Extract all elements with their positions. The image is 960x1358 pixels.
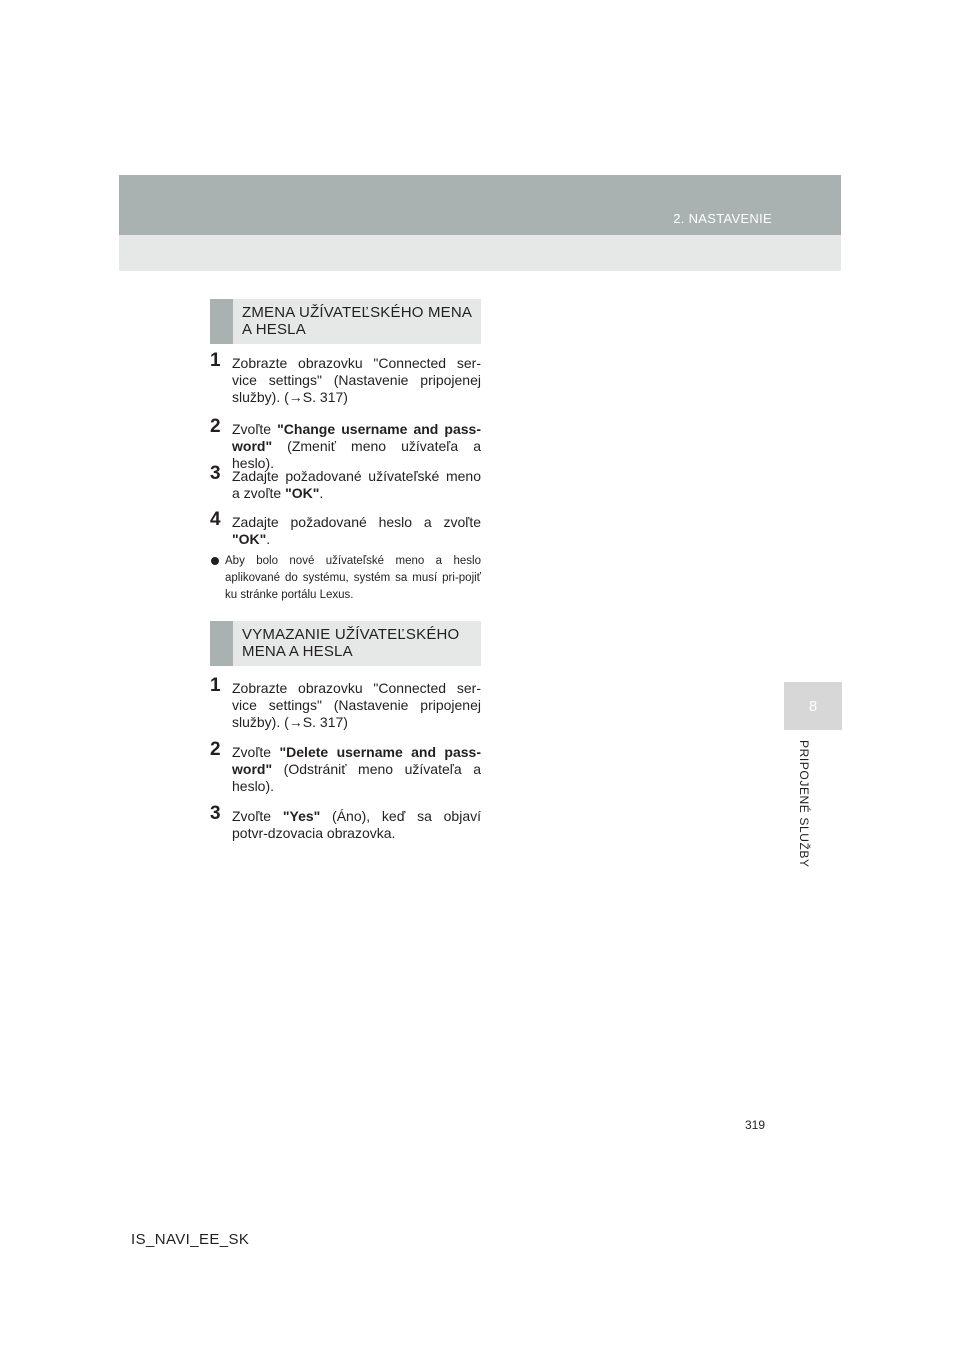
step-number: 1	[210, 675, 221, 696]
note-text: Aby bolo nové užívateľské meno a heslo aplikované do systému, systém sa musí pri-pojiť ku stránke portálu Lexus.	[225, 555, 481, 601]
heading-bar	[210, 621, 233, 666]
header-subband	[119, 235, 841, 271]
section-label: 2. NASTAVENIE	[673, 211, 772, 226]
section-heading-change	[210, 299, 481, 344]
step-4	[210, 509, 481, 548]
step-number: 2	[210, 739, 221, 760]
menu-option-label: "Delete username and pass-word"	[232, 744, 482, 777]
step-text: Zadajte požadované heslo a zvoľte "OK".	[232, 514, 481, 547]
step-text: Zadajte požadované užívateľské meno a zvoľte "OK".	[232, 468, 481, 501]
chapter-number: 8	[808, 697, 818, 715]
step-text: Zvoľte "Yes" (Áno), keď sa objaví potvr-dzovacia obrazovka.	[232, 808, 481, 841]
menu-option-label: "OK"	[232, 531, 267, 547]
document-code: IS_NAVI_EE_SK	[131, 1231, 250, 1248]
step-number: 2	[210, 416, 221, 437]
chapter-title: PRIPOJENÉ SLUŽBY	[797, 740, 811, 868]
step-number: 3	[210, 463, 221, 484]
step-number: 1	[210, 350, 221, 371]
heading-bar	[210, 299, 233, 344]
page-number: 319	[745, 1118, 766, 1132]
step-number: 3	[210, 803, 221, 824]
step-2	[210, 416, 481, 472]
arrow-icon: →	[288, 389, 303, 405]
chapter-tab	[784, 682, 842, 730]
step-text: Zvoľte "Delete username and pass-word" (Odstrániť meno užívateľa a heslo).	[232, 744, 482, 794]
menu-option-label: "Change username and pass-word"	[232, 421, 481, 454]
header-band	[119, 175, 841, 235]
menu-option-label: "Yes"	[282, 808, 321, 824]
step-2	[210, 739, 482, 795]
note	[210, 553, 481, 604]
bullet-icon	[211, 557, 219, 565]
step-text: Zvoľte "Change username and pass-word" (Zmeniť meno užívateľa a heslo).	[232, 421, 481, 471]
step-3	[210, 463, 481, 502]
heading-text: ZMENA UŽÍVATEĽSKÉHO MENA A HESLA	[242, 304, 472, 338]
step-number: 4	[210, 509, 221, 530]
heading-text: VYMAZANIE UŽÍVATEĽSKÉHO MENA A HESLA	[242, 626, 460, 660]
step-1	[210, 675, 481, 731]
arrow-icon: →	[288, 714, 303, 730]
step-text: Zobrazte obrazovku "Connected ser-vice settings" (Nastavenie pripojenej služby). (→S. 317)	[232, 355, 481, 405]
menu-option-label: "OK"	[285, 485, 320, 501]
step-3	[210, 803, 481, 842]
step-text: Zobrazte obrazovku "Connected ser-vice settings" (Nastavenie pripojenej služby). (→S. 317)	[232, 680, 481, 730]
section-heading-delete	[210, 621, 481, 666]
step-1	[210, 350, 481, 406]
